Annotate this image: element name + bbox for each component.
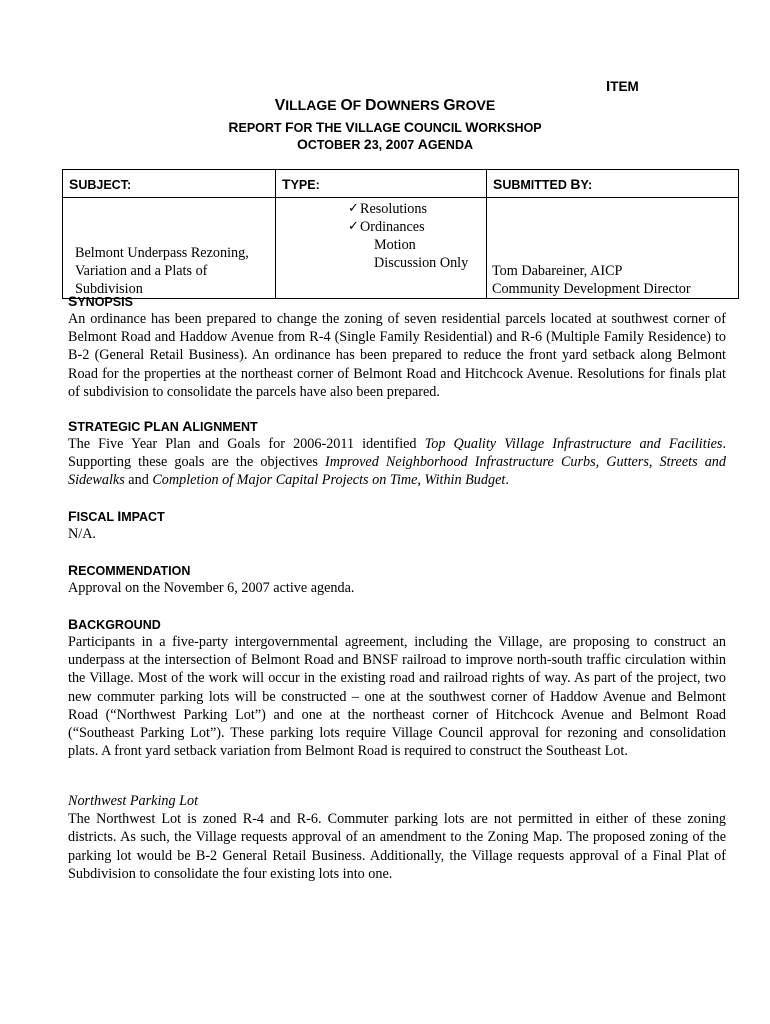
- subsection-title: Northwest Parking Lot: [68, 793, 199, 809]
- submitter-name: Tom Dabareiner, AICP: [492, 263, 623, 279]
- section-title: BACKGROUND: [68, 616, 161, 632]
- subject-cell: [63, 198, 276, 299]
- text-run: . Supporting these goals are the objectives: [68, 436, 727, 471]
- fiscal-text: N/A.: [68, 526, 96, 542]
- agenda-date: OCTOBER 23, 2007 AGENDA: [296, 136, 474, 152]
- type-item-resolutions: [276, 200, 486, 218]
- objective-title: Completion of Major Capital Projects on Time, Within Budget: [152, 472, 506, 489]
- type-label: Discussion Only: [374, 255, 469, 271]
- report-title: VILLAGE OF DOWNERS GROVE: [274, 97, 496, 114]
- report-subtitle: REPORT FOR THE VILLAGE COUNCIL WORKSHOP: [228, 119, 542, 135]
- type-header: TYPE:: [276, 170, 487, 198]
- report-info-table: [62, 169, 739, 299]
- background-text: Participants in a five-party intergovernmental agreement, including the Village, are proposing to construct an underpass at the intersection of Belmont Road and BNSF railroad to improve north-south traffic circulation within the Village. Most of the work will occur in the existing road and railroad rights of way. As part of the project, two new commuter parking lots will be constructed – one at the southwest corner of Haddow Avenue and Belmont Road (“Northwest Parking Lot”) and one at the northeast corner of Hitchcock Avenue and Belmont Road (“Southeast Parking Lot”). These parking lots require Village Council approval for rezoning and consolidation plats. A front yard setback variation from Belmont Road is required to construct the Southeast Lot.: [68, 634, 726, 760]
- checkmark-icon: ✓: [348, 219, 359, 234]
- section-title: FISCAL IMPACT: [68, 508, 165, 524]
- text-run: .: [505, 472, 509, 489]
- background-section: [68, 616, 726, 760]
- northwest-text: The Northwest Lot is zoned R-4 and R-6. Commuter parking lots are not permitted in either of these zoning districts. As such, the Village requests approval of an amendment to the Zoning Map. The proposed zoning of the parking lot would be B-2 General Retail Business. Additionally, the Village requests approval of a Final Plat of Subdivision to consolidate the four existing lots into one.: [68, 811, 726, 882]
- type-item-motion: [276, 236, 486, 254]
- type-label: Resolutions: [360, 201, 428, 217]
- northwest-lot-section: [68, 792, 726, 883]
- type-label: Motion: [374, 237, 416, 253]
- strategic-plan-section: [68, 418, 726, 490]
- section-title: STRATEGIC PLAN ALIGNMENT: [68, 418, 258, 434]
- goal-title: Top Quality Village Infrastructure and Facilities: [424, 436, 723, 452]
- type-item-discussion: [276, 254, 486, 272]
- synopsis-section: [68, 293, 726, 401]
- objective-title: Improved Neighborhood Infrastructure Curbs, Gutters, Streets and Sidewalks: [68, 454, 726, 489]
- section-title: SYNOPSIS: [68, 293, 133, 309]
- text-run: and: [124, 472, 153, 489]
- subject-line: Subdivision: [75, 281, 143, 297]
- fiscal-impact-section: [68, 508, 726, 543]
- submitted-by-header: SUBMITTED BY:: [487, 170, 739, 198]
- type-cell: [276, 198, 487, 299]
- submitted-by-cell: [487, 198, 739, 299]
- item-number-label: ITEM: [606, 78, 639, 95]
- type-label: Ordinances: [360, 219, 425, 235]
- strategic-text: [68, 435, 726, 490]
- recommendation-text: Approval on the November 6, 2007 active agenda.: [68, 580, 355, 596]
- synopsis-text: An ordinance has been prepared to change the zoning of seven residential parcels located at southwest corner of Belmont Road and Haddow Avenue from R-4 (Single Family Residential) and R-6 (Multiple Family Residence) to B-2 (General Retail Business). An ordinance has been prepared to reduce the front yard setback along Belmont Road for the properties at the northeast corner of Belmont Road and Hitchcock Avenue. Resolutions for finals plat of subdivision to consolidate the parcels have also been prepared.: [68, 311, 726, 400]
- subject-line: Belmont Underpass Rezoning,: [75, 245, 249, 261]
- checkmark-icon: ✓: [348, 201, 359, 216]
- subject-line: Variation and a Plats of: [75, 263, 208, 279]
- type-item-ordinances: [276, 218, 486, 236]
- text-run: The Five Year Plan and Goals for 2006-2011 identified: [68, 436, 425, 452]
- recommendation-section: [68, 562, 726, 597]
- section-title: RECOMMENDATION: [68, 562, 191, 578]
- subject-header: SUBJECT:: [63, 170, 276, 198]
- submitter-title: Community Development Director: [492, 281, 691, 297]
